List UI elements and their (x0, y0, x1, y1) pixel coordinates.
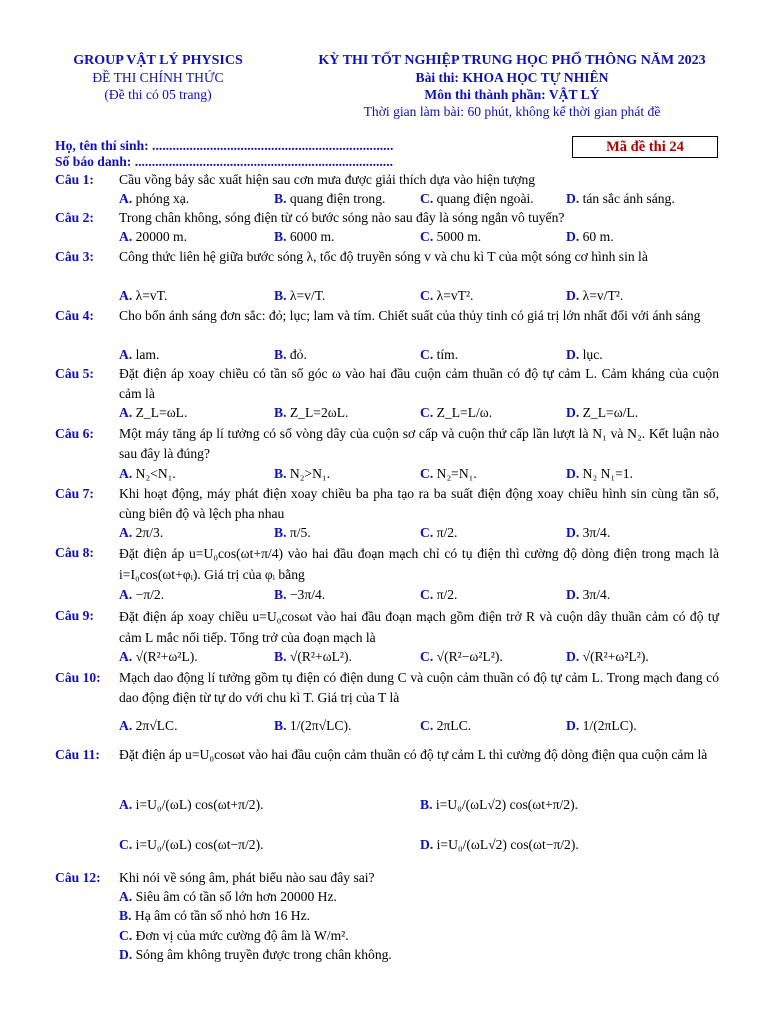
question-text: Một máy tăng áp lí tưởng có số vòng dây của cuộn sơ cấp và cuộn thứ cấp lần lượt là N₁ và N₂. Kết luận nào sau đây là đúng? (119, 426, 719, 461)
exam-code-box: Mã đề thi 24 (572, 136, 718, 158)
test-name: Bài thi: KHOA HỌC TỰ NHIÊN (415, 70, 609, 85)
question-label: Câu 5: (55, 366, 94, 381)
option-a: A. λ=vT. (119, 288, 168, 303)
option-d: D. i=U₀/(ωL√2) cos(ωt−π/2). (420, 837, 579, 852)
question-label: Câu 12: (55, 870, 101, 885)
question-text: Cho bốn ánh sáng đơn sắc: đỏ; lục; lam và tím. Chiết suất của thủy tinh có giá trị lớn nhất đối với ánh sáng (119, 308, 701, 323)
question-label: Câu 2: (55, 210, 94, 225)
option-b: B. 6000 m. (274, 229, 335, 244)
option-a: A. √(R²+ω²L). (119, 649, 198, 664)
time-limit: Thời gian làm bài: 60 phút, không kể thời gian phát đề (363, 104, 661, 119)
option-d: D. 60 m. (566, 229, 614, 244)
question-label: Câu 10: (55, 670, 101, 685)
question-text: Cầu vồng bảy sắc xuất hiện sau cơn mưa được giải thích dựa vào hiện tượng (119, 172, 536, 187)
option-a: A. −π/2. (119, 587, 165, 602)
question-text: Khi hoạt động, máy phát điện xoay chiều ba pha tạo ra ba suất điện động xoay chiều hình sin cùng tần số, cùng biên độ và lệch pha nhau (119, 486, 719, 521)
question-label: Câu 6: (55, 426, 94, 441)
question-text: Trong chân không, sóng điện từ có bước sóng nào sau đây là sóng ngắn vô tuyến? (119, 210, 565, 225)
question-text: Đặt điện áp u=U₀cosωt vào hai đầu cuộn cảm thuần có độ tự cảm L thì cường độ dòng điện qua cuộn cảm là (119, 747, 708, 762)
official-label: ĐỀ THI CHÍNH THỨC (92, 70, 224, 85)
option-c: C. Z_L=L/ω. (420, 405, 493, 420)
option-c: C. π/2. (420, 587, 458, 602)
option-a: A. phóng xạ. (119, 191, 190, 206)
option-a: A. 2π/3. (119, 525, 164, 540)
page-count: (Đề thi có 05 trang) (104, 87, 212, 102)
option-b: B. −3π/4. (274, 587, 326, 602)
question-label: Câu 3: (55, 249, 94, 264)
question-text: Đặt điện áp u=U₀cos(ωt+π/4) vào hai đầu đoạn mạch chỉ có tụ điện thì cường độ dòng điện trong mạch là i=I₀cos(ωt+φᵢ). Giá trị của φᵢ bằng (119, 546, 719, 582)
option-d: D. tán sắc ánh sáng. (566, 191, 675, 206)
option-c: C. quang điện ngoài. (420, 191, 534, 206)
option-c: C. √(R²−ω²L²). (420, 649, 503, 664)
question-label: Câu 11: (55, 747, 100, 762)
candidate-id-line: Số báo danh: ............................................................................ (55, 153, 393, 169)
option-a: A. i=U₀/(ωL) cos(ωt+π/2). (119, 797, 264, 812)
question-label: Câu 4: (55, 308, 94, 323)
option-b: B. đỏ. (274, 347, 307, 362)
option-c: C. λ=vT². (420, 288, 474, 303)
question-label: Câu 1: (55, 172, 94, 187)
option-a: A. N₂<N₁. (119, 466, 176, 481)
option-c: C. π/2. (420, 525, 458, 540)
option-b: B. quang điện trong. (274, 191, 386, 206)
exam-title: KỲ THI TỐT NGHIỆP TRUNG HỌC PHỔ THÔNG NĂM 2023 (318, 53, 706, 68)
option-d: D. 3π/4. (566, 587, 611, 602)
question-label: Câu 9: (55, 608, 94, 623)
option-a: A. 2π√LC. (119, 718, 178, 733)
option-b: B. 1/(2π√LC). (274, 718, 352, 733)
option-d: D. Sóng âm không truyền được trong chân không. (119, 947, 392, 962)
option-c: C. 5000 m. (420, 229, 482, 244)
group-name: GROUP VẬT LÝ PHYSICS (73, 53, 243, 68)
option-d: D. λ=v/T². (566, 288, 624, 303)
option-a: A. Z_L=ωL. (119, 405, 188, 420)
option-a: A. Siêu âm có tần số lớn hơn 20000 Hz. (119, 889, 337, 904)
option-c: C. i=U₀/(ωL) cos(ωt−π/2). (119, 837, 264, 852)
option-c: C. tím. (420, 347, 459, 362)
subject-name: Môn thi thành phần: VẬT LÝ (424, 87, 600, 102)
option-c: C. 2πLC. (420, 718, 472, 733)
option-c: C. N₂=N₁. (420, 466, 477, 481)
option-b: B. N₂>N₁. (274, 466, 331, 481)
question-label: Câu 8: (55, 545, 94, 560)
option-c: C. Đơn vị của mức cường độ âm là W/m². (119, 928, 349, 943)
question-text: Mạch dao động lí tưởng gồm tụ điện có điện dung C và cuộn cảm thuần có độ tự cảm L. Trong mạch đang có dao động điện từ tự do với chu kì T. Giá trị của T là (119, 670, 719, 705)
option-d: D. 1/(2πLC). (566, 718, 637, 733)
option-d: D. √(R²+ω²L²). (566, 649, 649, 664)
option-b: B. i=U₀/(ωL√2) cos(ωt+π/2). (420, 797, 579, 812)
candidate-name-line: Họ, tên thí sinh: ....................................................................... (55, 138, 394, 153)
question-label: Câu 7: (55, 486, 94, 501)
option-b: B. √(R²+ωL²). (274, 649, 352, 664)
option-d: D. lục. (566, 347, 603, 362)
question-text: Đặt điện áp xoay chiều có tần số góc ω vào hai đầu cuộn cảm thuần có độ tự cảm L. Cảm kháng của cuộn cảm là (119, 366, 719, 401)
option-a: A. 20000 m. (119, 229, 187, 244)
option-d: D. Z_L=ω/L. (566, 405, 639, 420)
option-b: B. π/5. (274, 525, 311, 540)
option-d: D. N₂ N₁=1. (566, 466, 633, 481)
question-text: Công thức liên hệ giữa bước sóng λ, tốc độ truyền sóng v và chu kì T của một sóng cơ hình sin là (119, 249, 648, 264)
option-b: B. λ=v/T. (274, 288, 326, 303)
option-b: B. Hạ âm có tần số nhỏ hơn 16 Hz. (119, 908, 311, 923)
option-d: D. 3π/4. (566, 525, 611, 540)
option-a: A. lam. (119, 347, 160, 362)
option-b: B. Z_L=2ωL. (274, 405, 349, 420)
question-text: Khi nói về sóng âm, phát biểu nào sau đây sai? (119, 870, 375, 885)
question-text: Đặt điện áp xoay chiều u=U₀cosωt vào hai đầu đoạn mạch gồm điện trở R và cuộn dây thuần cảm có độ tự cảm L mắc nối tiếp. Tổng trở của đoạn mạch là (119, 609, 719, 645)
